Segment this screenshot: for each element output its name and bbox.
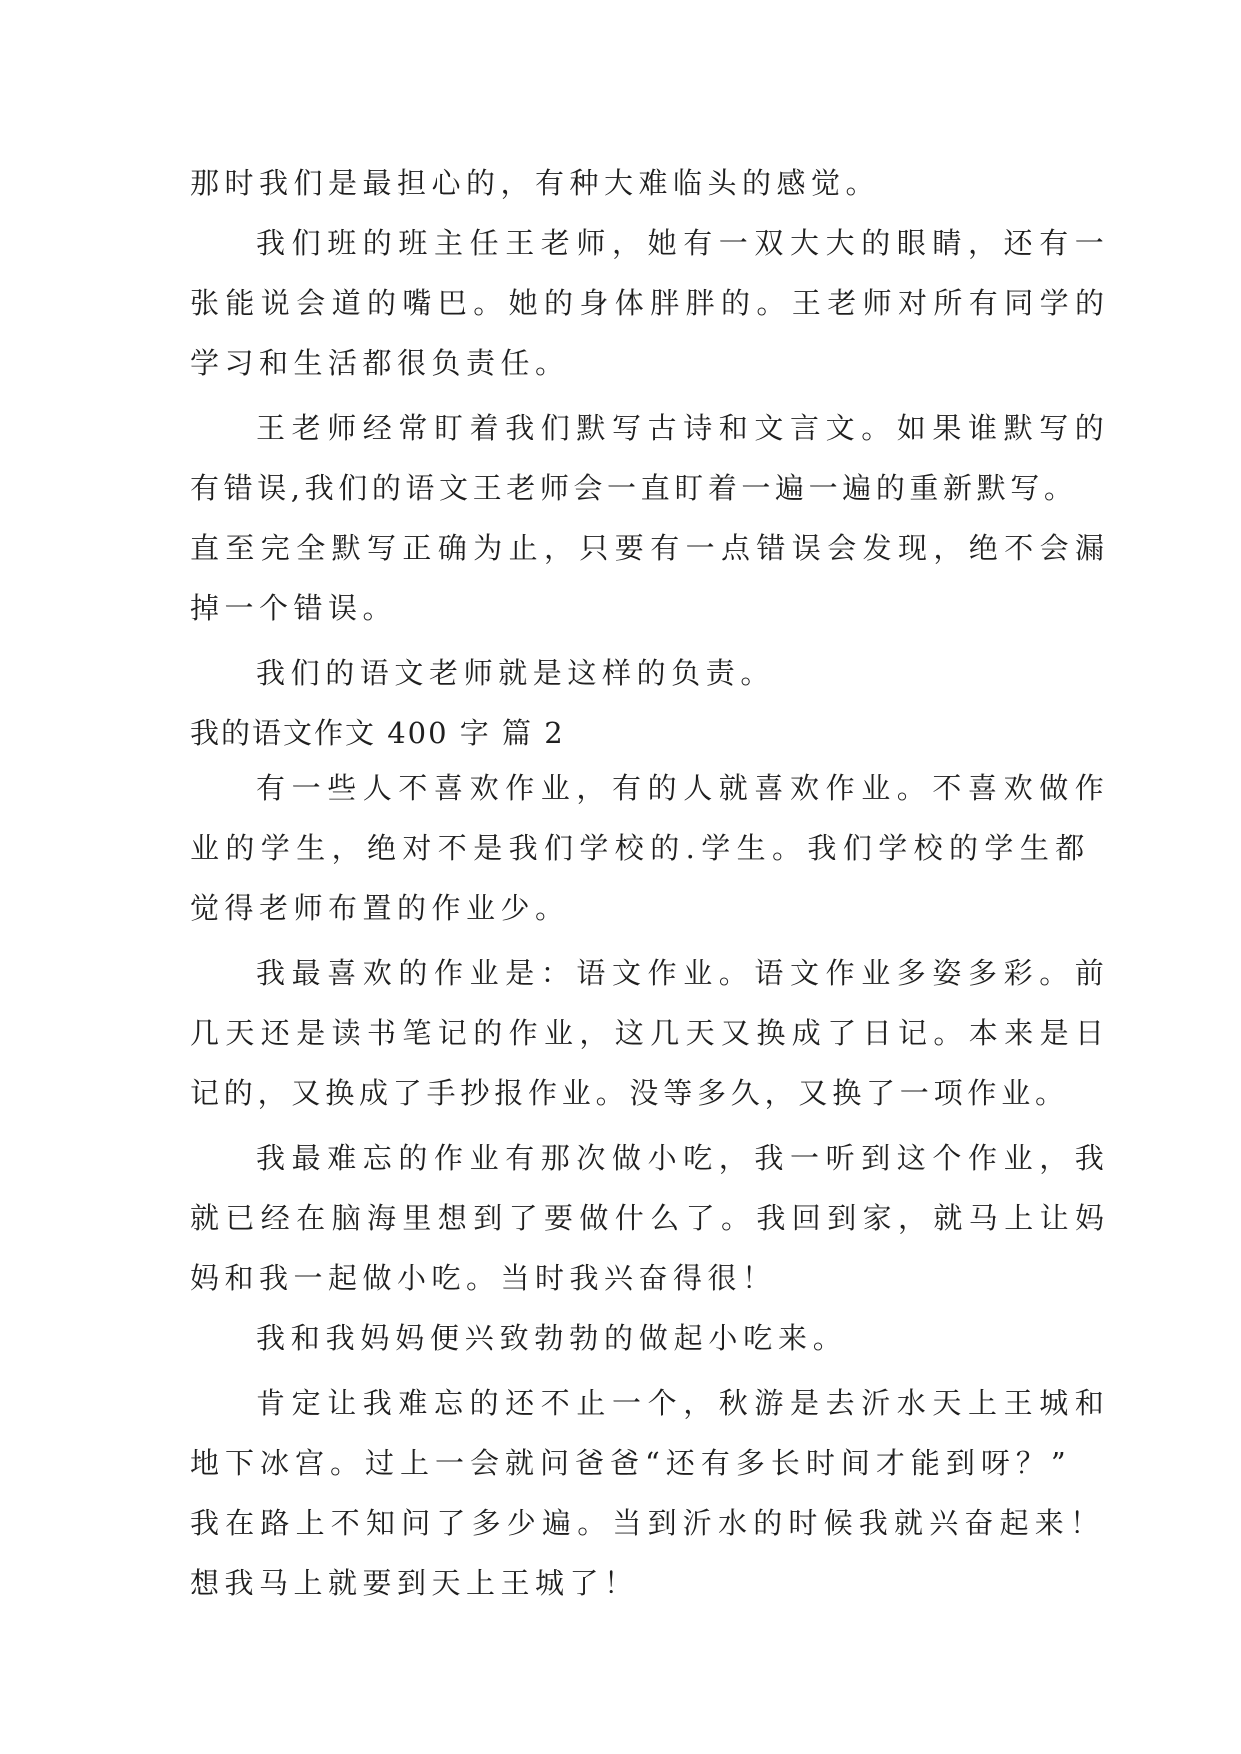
text-line: 直至完全默写正确为止，只要有一点错误会发现，绝不会漏 <box>190 531 1111 565</box>
text-line: 就已经在脑海里想到了要做什么了。我回到家，就马上让妈 <box>190 1201 1111 1235</box>
paragraph-first-line: 我最喜欢的作业是：语文作业。语文作业多姿多彩。前 <box>256 956 1111 990</box>
text-line: 地下冰宫。过上一会就问爸爸“还有多长时间才能到呀？” <box>190 1446 1072 1480</box>
paragraph-first-line: 我们班的班主任王老师，她有一双大大的眼睛，还有一 <box>256 226 1111 260</box>
text-line: 业的学生，绝对不是我们学校的.学生。我们学校的学生都 <box>190 831 1091 865</box>
text-line: 那时我们是最担心的，有种大难临头的感觉。 <box>190 166 881 200</box>
paragraph-first-line: 有一些人不喜欢作业，有的人就喜欢作业。不喜欢做作 <box>256 771 1111 805</box>
text-line: 想我马上就要到天上王城了！ <box>190 1566 639 1600</box>
paragraph-first-line: 我们的语文老师就是这样的负责。 <box>256 656 776 690</box>
text-line: 觉得老师布置的作业少。 <box>190 891 570 925</box>
text-line: 有错误,我们的语文王老师会一直盯着一遍一遍的重新默写。 <box>190 471 1078 505</box>
text-line: 学习和生活都很负责任。 <box>190 346 570 380</box>
section-heading: 我的语文作文 400 字 篇 2 <box>190 716 565 750</box>
text-line: 掉一个错误。 <box>190 591 398 625</box>
text-line: 记的，又换成了手抄报作业。没等多久，又换了一项作业。 <box>190 1076 1069 1110</box>
paragraph-first-line: 我最难忘的作业有那次做小吃，我一听到这个作业，我 <box>256 1141 1111 1175</box>
text-line: 妈和我一起做小吃。当时我兴奋得很！ <box>190 1261 777 1295</box>
text-line: 张能说会道的嘴巴。她的身体胖胖的。王老师对所有同学的 <box>190 286 1111 320</box>
text-line: 几天还是读书笔记的作业，这几天又换成了日记。本来是日 <box>190 1016 1111 1050</box>
paragraph-first-line: 肯定让我难忘的还不止一个，秋游是去沂水天上王城和 <box>256 1386 1111 1420</box>
paragraph-first-line: 王老师经常盯着我们默写古诗和文言文。如果谁默写的 <box>256 411 1111 445</box>
text-line: 我在路上不知问了多少遍。当到沂水的时候我就兴奋起来！ <box>190 1506 1106 1540</box>
paragraph-first-line: 我和我妈妈便兴致勃勃的做起小吃来。 <box>256 1321 848 1355</box>
